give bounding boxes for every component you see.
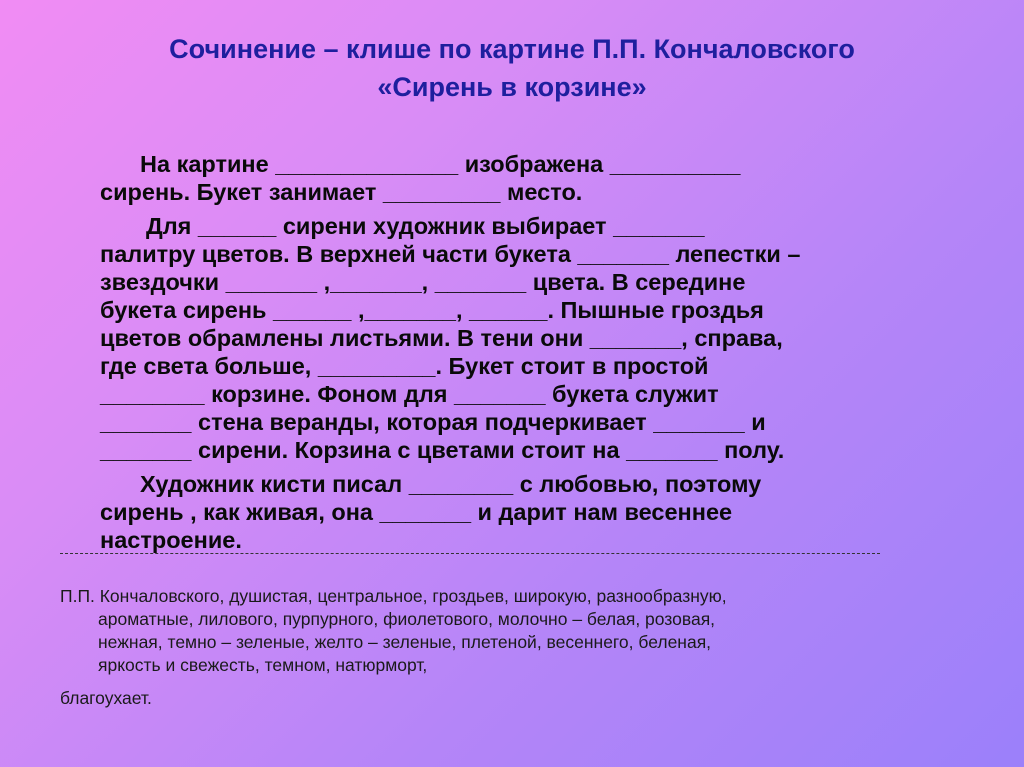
paragraph-line: _______ сирени. Корзина с цветами стоит на _______ полу. — [100, 437, 785, 463]
word-bank-line: П.П. Кончаловского, душистая, центральное, гроздьев, широкую, разнообразную, — [60, 586, 727, 606]
paragraph-line: где света больше, _________. Букет стоит в простой — [100, 353, 709, 379]
paragraph-line: звездочки _______ ,_______, _______ цвета. В середине — [100, 269, 746, 295]
paragraph-line: Художник кисти писал ________ с любовью, поэтому — [140, 471, 762, 497]
paragraph-line: букета сирень ______ ,_______, ______. Пышные гроздья — [100, 297, 764, 323]
title-line-2: «Сирень в корзине» — [377, 72, 647, 102]
word-bank — [60, 585, 960, 710]
dashed-separator — [60, 553, 880, 554]
word-bank-line: яркость и свежесть, темном, натюрморт, — [98, 655, 428, 675]
paragraph-line: цветов обрамлены листьями. В тени они _______, справа, — [100, 325, 783, 351]
title-line-1: Сочинение – клише по картине П.П. Кончаловского — [169, 34, 855, 64]
paragraph-line: настроение. — [100, 527, 242, 553]
paragraph-line: На картине ______________ изображена __________ — [140, 151, 741, 177]
paragraph-line: сирень. Букет занимает _________ место. — [100, 179, 583, 205]
paragraph-line: сирень , как живая, она _______ и дарит нам весеннее — [100, 499, 733, 525]
paragraph-line: Для ______ сирени художник выбирает _______ — [146, 213, 705, 239]
paragraph-2 — [100, 212, 980, 464]
word-bank-last-line: благоухает. — [60, 688, 152, 708]
word-bank-line: нежная, темно – зеленые, желто – зеленые, плетеной, весеннего, беленая, — [98, 632, 712, 652]
essay-template — [100, 150, 980, 554]
word-bank-line: ароматные, лилового, пурпурного, фиолетового, молочно – белая, розовая, — [98, 609, 716, 629]
paragraph-line: _______ стена веранды, которая подчеркивает _______ и — [100, 409, 766, 435]
paragraph-line: палитру цветов. В верхней части букета _______ лепестки – — [100, 241, 801, 267]
slide-title — [40, 30, 984, 106]
paragraph-line: ________ корзине. Фоном для _______ букета служит — [100, 381, 719, 407]
paragraph-3 — [100, 470, 980, 554]
paragraph-1 — [100, 150, 980, 206]
